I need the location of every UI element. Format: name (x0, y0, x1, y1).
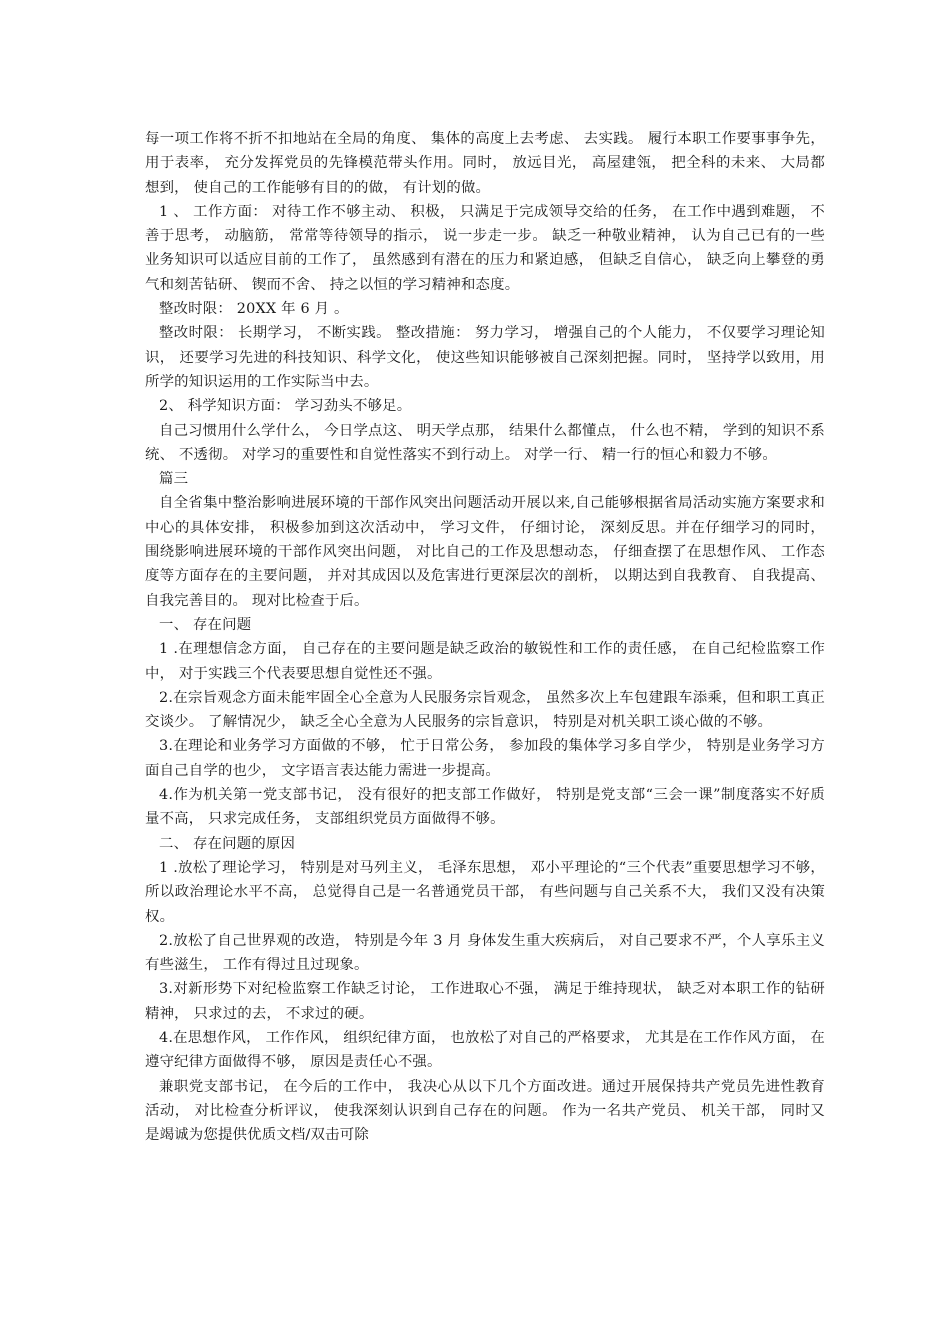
paragraph: 4.作为机关第一党支部书记， 没有很好的把支部工作做好， 特别是党支部“三会一课”制度落实不好质量不高， 只求完成任务， 支部组织党员方面做得不够。 (145, 787, 825, 828)
section-heading: 一、 存在问题 (159, 616, 252, 633)
section-heading: 二、 存在问题的原因 (159, 835, 296, 852)
paragraph: 2、 科学知识方面： 学习劲头不够足。 (159, 398, 412, 415)
paragraph: 兼职党支部书记， 在今后的工作中， 我决心从以下几个方面改进。通过开展保持共产党员先进性教育活动， 对比检查分析评议， 使我深刻认识到自己存在的问题。 作为一名共产党员、 机关干部， 同时又是竭诚为您提供优质文档/双击可除 (145, 1078, 825, 1144)
paragraph: 3.在理论和业务学习方面做的不够， 忙于日常公务， 参加段的集体学习多自学少， 特别是业务学习方面自己自学的也少， 文字语言表达能力需进一步提高。 (145, 738, 825, 779)
paragraph: 自全省集中整治影响进展环境的干部作风突出问题活动开展以来,自己能够根据省局活动实施方案要求和中心的具体安排， 积极参加到这次活动中， 学习文件， 仔细讨论， 深刻反思。并在仔细学习的同时， 围绕影响进展环境的干部作风突出问题， 对比自己的工作及思想动态， 仔细查摆了在思想作风、 工作态度等方面存在的主要问题， 并对其成因以及危害进行更深层次的剖析， 以期达到自我教育、 自我提高、 自我完善目的。 现对比检查于后。 (145, 495, 825, 609)
paragraph: 3.对新形势下对纪检监察工作缺乏讨论， 工作进取心不强， 满足于维持现状， 缺乏对本职工作的钻研精神， 只求过的去， 不求过的硬。 (145, 981, 825, 1022)
paragraph: 1 .放松了理论学习， 特别是对马列主义， 毛泽东思想， 邓小平理论的“三个代表”重要思想学习不够， 所以政治理论水平不高， 总觉得自己是一名普通党员干部， 有些问题与自己关系不大， 我们又没有决策权。 (145, 859, 825, 925)
section-heading: 篇三 (159, 471, 189, 488)
paragraph: 每一项工作将不折不扣地站在全局的角度、 集体的高度上去考虑、 去实践。 履行本职工作要事事争先， 用于表率， 充分发挥党员的先锋模范带头作用。同时， 放远目光， 高屋建瓴， 把全科的未来、 大局都想到， 使自己的工作能够有目的的做， 有计划的做。 (145, 131, 825, 196)
paragraph: 4.在思想作风， 工作作风， 组织纪律方面， 也放松了对自己的严格要求， 尤其是在工作作风方面， 在遵守纪律方面做得不够， 原因是责任心不强。 (145, 1029, 825, 1071)
paragraph: 1 、 工作方面： 对待工作不够主动、 积极， 只满足于完成领导交给的任务， 在工作中遇到难题， 不善于思考， 动脑筋， 常常等待领导的指示， 说一步走一步。 缺乏一种敬业精神， 认为自己已有的一些业务知识可以适应目前的工作了， 虽然感到有潜在的压力和紧迫感， 但缺乏自信心， 缺乏向上攀登的勇气和刻苦钻研、 锲而不舍、 持之以恒的学习精神和态度。 (145, 203, 825, 293)
paragraph: 2.放松了自己世界观的改造， 特别是今年 3 月 身体发生重大疾病后， 对自己要求不严，个人享乐主义有些滋生， 工作有得过且过现象。 (145, 932, 825, 974)
paragraph: 1 .在理想信念方面， 自己存在的主要问题是缺乏政治的敏锐性和工作的责任感， 在自己纪检监察工作中， 对于实践三个代表要思想自觉性还不强。 (145, 641, 825, 682)
paragraph: 整改时限： 20XX 年 6 月 。 (159, 301, 349, 318)
paragraph: 自己习惯用什么学什么， 今日学点这、 明天学点那， 结果什么都懂点， 什么也不精， 学到的知识不系统、 不透彻。 对学习的重要性和自觉性落实不到行动上。 对学一行、 精一行的恒心和毅力不够。 (145, 422, 825, 463)
document-body (145, 127, 825, 1147)
paragraph: 整改时限： 长期学习， 不断实践。 整改措施： 努力学习， 增强自己的个人能力， 不仅要学习理论知识， 还要学习先进的科技知识、科学文化， 使这些知识能够被自己深刻把握。同时， 坚持学以致用，用所学的知识运用的工作实际当中去。 (145, 325, 825, 390)
paragraph: 2.在宗旨观念方面未能牢固全心全意为人民服务宗旨观念， 虽然多次上车包建跟车添乘，但和职工真正交谈少。 了解情况少， 缺乏全心全意为人民服务的宗旨意识， 特别是对机关职工谈心做的不够。 (145, 689, 825, 731)
